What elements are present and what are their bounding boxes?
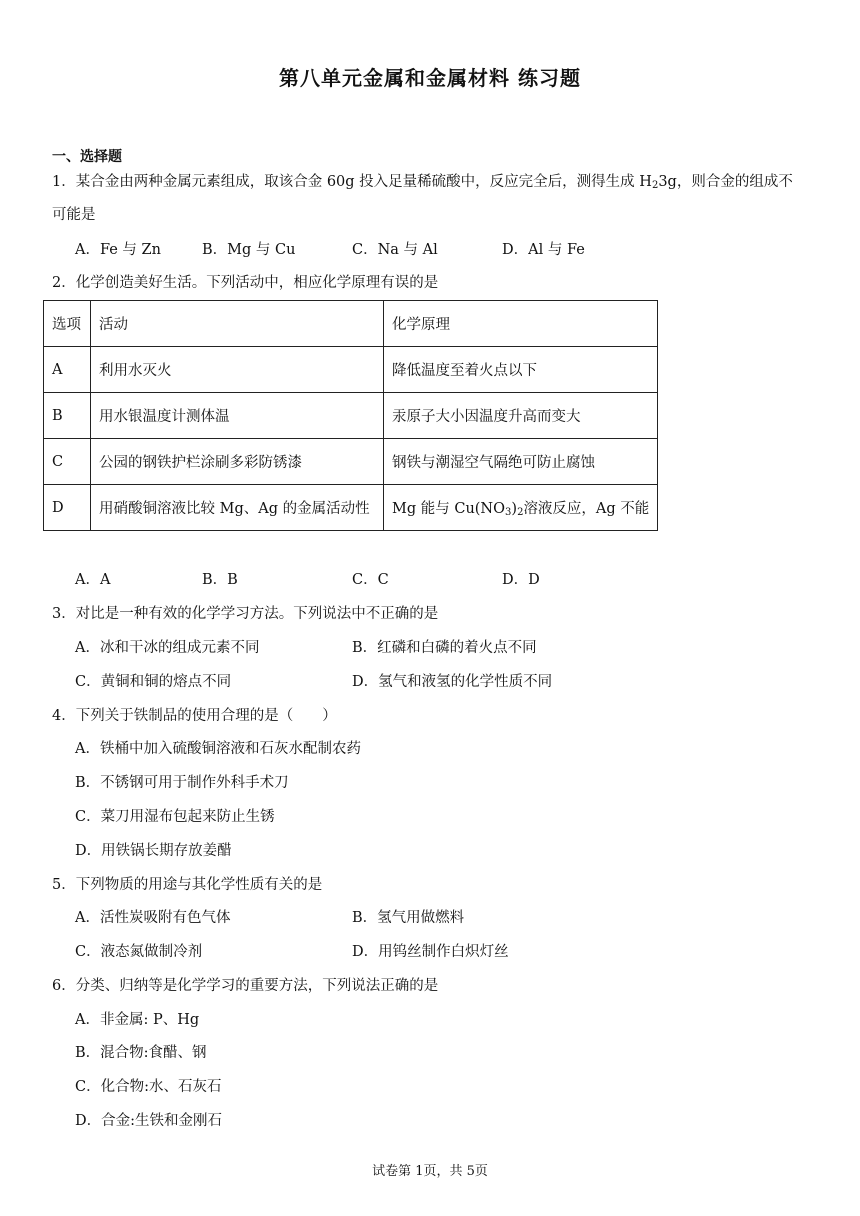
q4-option-d: D．用铁锅长期存放姜醋 [75,843,232,859]
table-cell: 汞原子大小因温度升高而变大 [384,393,658,439]
table-header-cell: 活动 [91,301,384,347]
table-cell: 用硝酸铜溶液比较 Mg、Ag 的金属活动性 [91,485,384,531]
table-row [44,393,658,439]
q4-stem: 4．下列关于铁制品的使用合理的是（ ） [52,708,337,724]
q6-option-b: B．混合物:食醋、钢 [75,1045,207,1061]
table-header-row [44,301,658,347]
q5-option-b: B．氢气用做燃料 [352,910,465,926]
table-cell: 钢铁与潮湿空气隔绝可防止腐蚀 [384,439,658,485]
q3-option-a: A．冰和干冰的组成元素不同 [75,640,260,656]
q4-option-b: B．不锈钢可用于制作外科手术刀 [75,775,289,791]
table-cell [384,485,658,531]
q5-stem: 5．下列物质的用途与其化学性质有关的是 [52,877,323,893]
table-row [44,347,658,393]
table-cell: 降低温度至着火点以下 [384,347,658,393]
q3-option-c: C．黄铜和铜的熔点不同 [75,674,232,690]
q1-option-b: B．Mg 与 Cu [202,242,296,258]
table-header-cell: 选项 [44,301,91,347]
q4-option-c: C．菜刀用湿布包起来防止生锈 [75,809,275,825]
q1-stem-text-a: 1．某合金由两种金属元素组成，取该合金 60g 投入足量稀硫酸中，反应完全后，测得生成 H [52,174,652,190]
q1-option-c: C．Na 与 Al [352,242,438,258]
q6-option-a: A．非金属: P、Hg [75,1012,200,1028]
q6-option-d: D．合金:生铁和金刚石 [75,1113,223,1129]
q1-stem-text-b: 3g，则合金的组成不 [658,174,793,190]
table-cell: C [44,439,91,485]
q1-subscript: 2 [651,180,659,191]
q5-option-d: D．用钨丝制作白炽灯丝 [352,944,509,960]
q5-option-a: A．活性炭吸附有色气体 [75,910,231,926]
formula-subscript: 3 [505,507,512,518]
table-cell: D [44,485,91,531]
q6-option-c: C．化合物:水、石灰石 [75,1079,222,1095]
table-cell: 利用水灭火 [91,347,384,393]
q2-option-b: B．B [202,572,238,588]
formula-text: Mg 能与 Cu(NO [392,501,506,517]
q1-option-a: A．Fe 与 Zn [75,242,161,258]
q6-stem: 6．分类、归纳等是化学学习的重要方法，下列说法正确的是 [52,978,439,994]
table-cell: 公园的钢铁护栏涂刷多彩防锈漆 [91,439,384,485]
section-heading: 一、选择题 [52,149,122,165]
q3-stem: 3．对比是一种有效的化学学习方法。下列说法中不正确的是 [52,606,439,622]
q2-option-d: D．D [502,572,540,588]
table-cell: 用水银温度计测体温 [91,393,384,439]
q5-option-c: C．液态氮做制冷剂 [75,944,203,960]
q3-option-b: B．红磷和白磷的着火点不同 [352,640,537,656]
q4-option-a: A．铁桶中加入硫酸铜溶液和石灰水配制农药 [75,741,361,757]
q1-option-d: D．Al 与 Fe [502,242,585,258]
q2-stem: 2．化学创造美好生活。下列活动中，相应化学原理有误的是 [52,275,439,291]
formula-text: 溶液反应，Ag 不能 [523,501,650,517]
table-row [44,439,658,485]
table-header-cell: 化学原理 [384,301,658,347]
q1-stem-line1 [52,172,793,196]
table-cell: A [44,347,91,393]
q1-stem-line2: 可能是 [52,207,96,223]
q2-table [43,300,658,531]
q3-option-d: D．氢气和液氢的化学性质不同 [352,674,553,690]
page-title: 第八单元金属和金属材料 练习题 [279,66,581,90]
formula-subscript: 2 [517,507,524,518]
table-cell: B [44,393,91,439]
page-footer: 试卷第 1页，共 5页 [372,1164,488,1179]
table-row [44,485,658,531]
q2-option-c: C．C [352,572,389,588]
q2-option-a: A．A [75,572,111,588]
formula-text: ) [511,501,518,517]
